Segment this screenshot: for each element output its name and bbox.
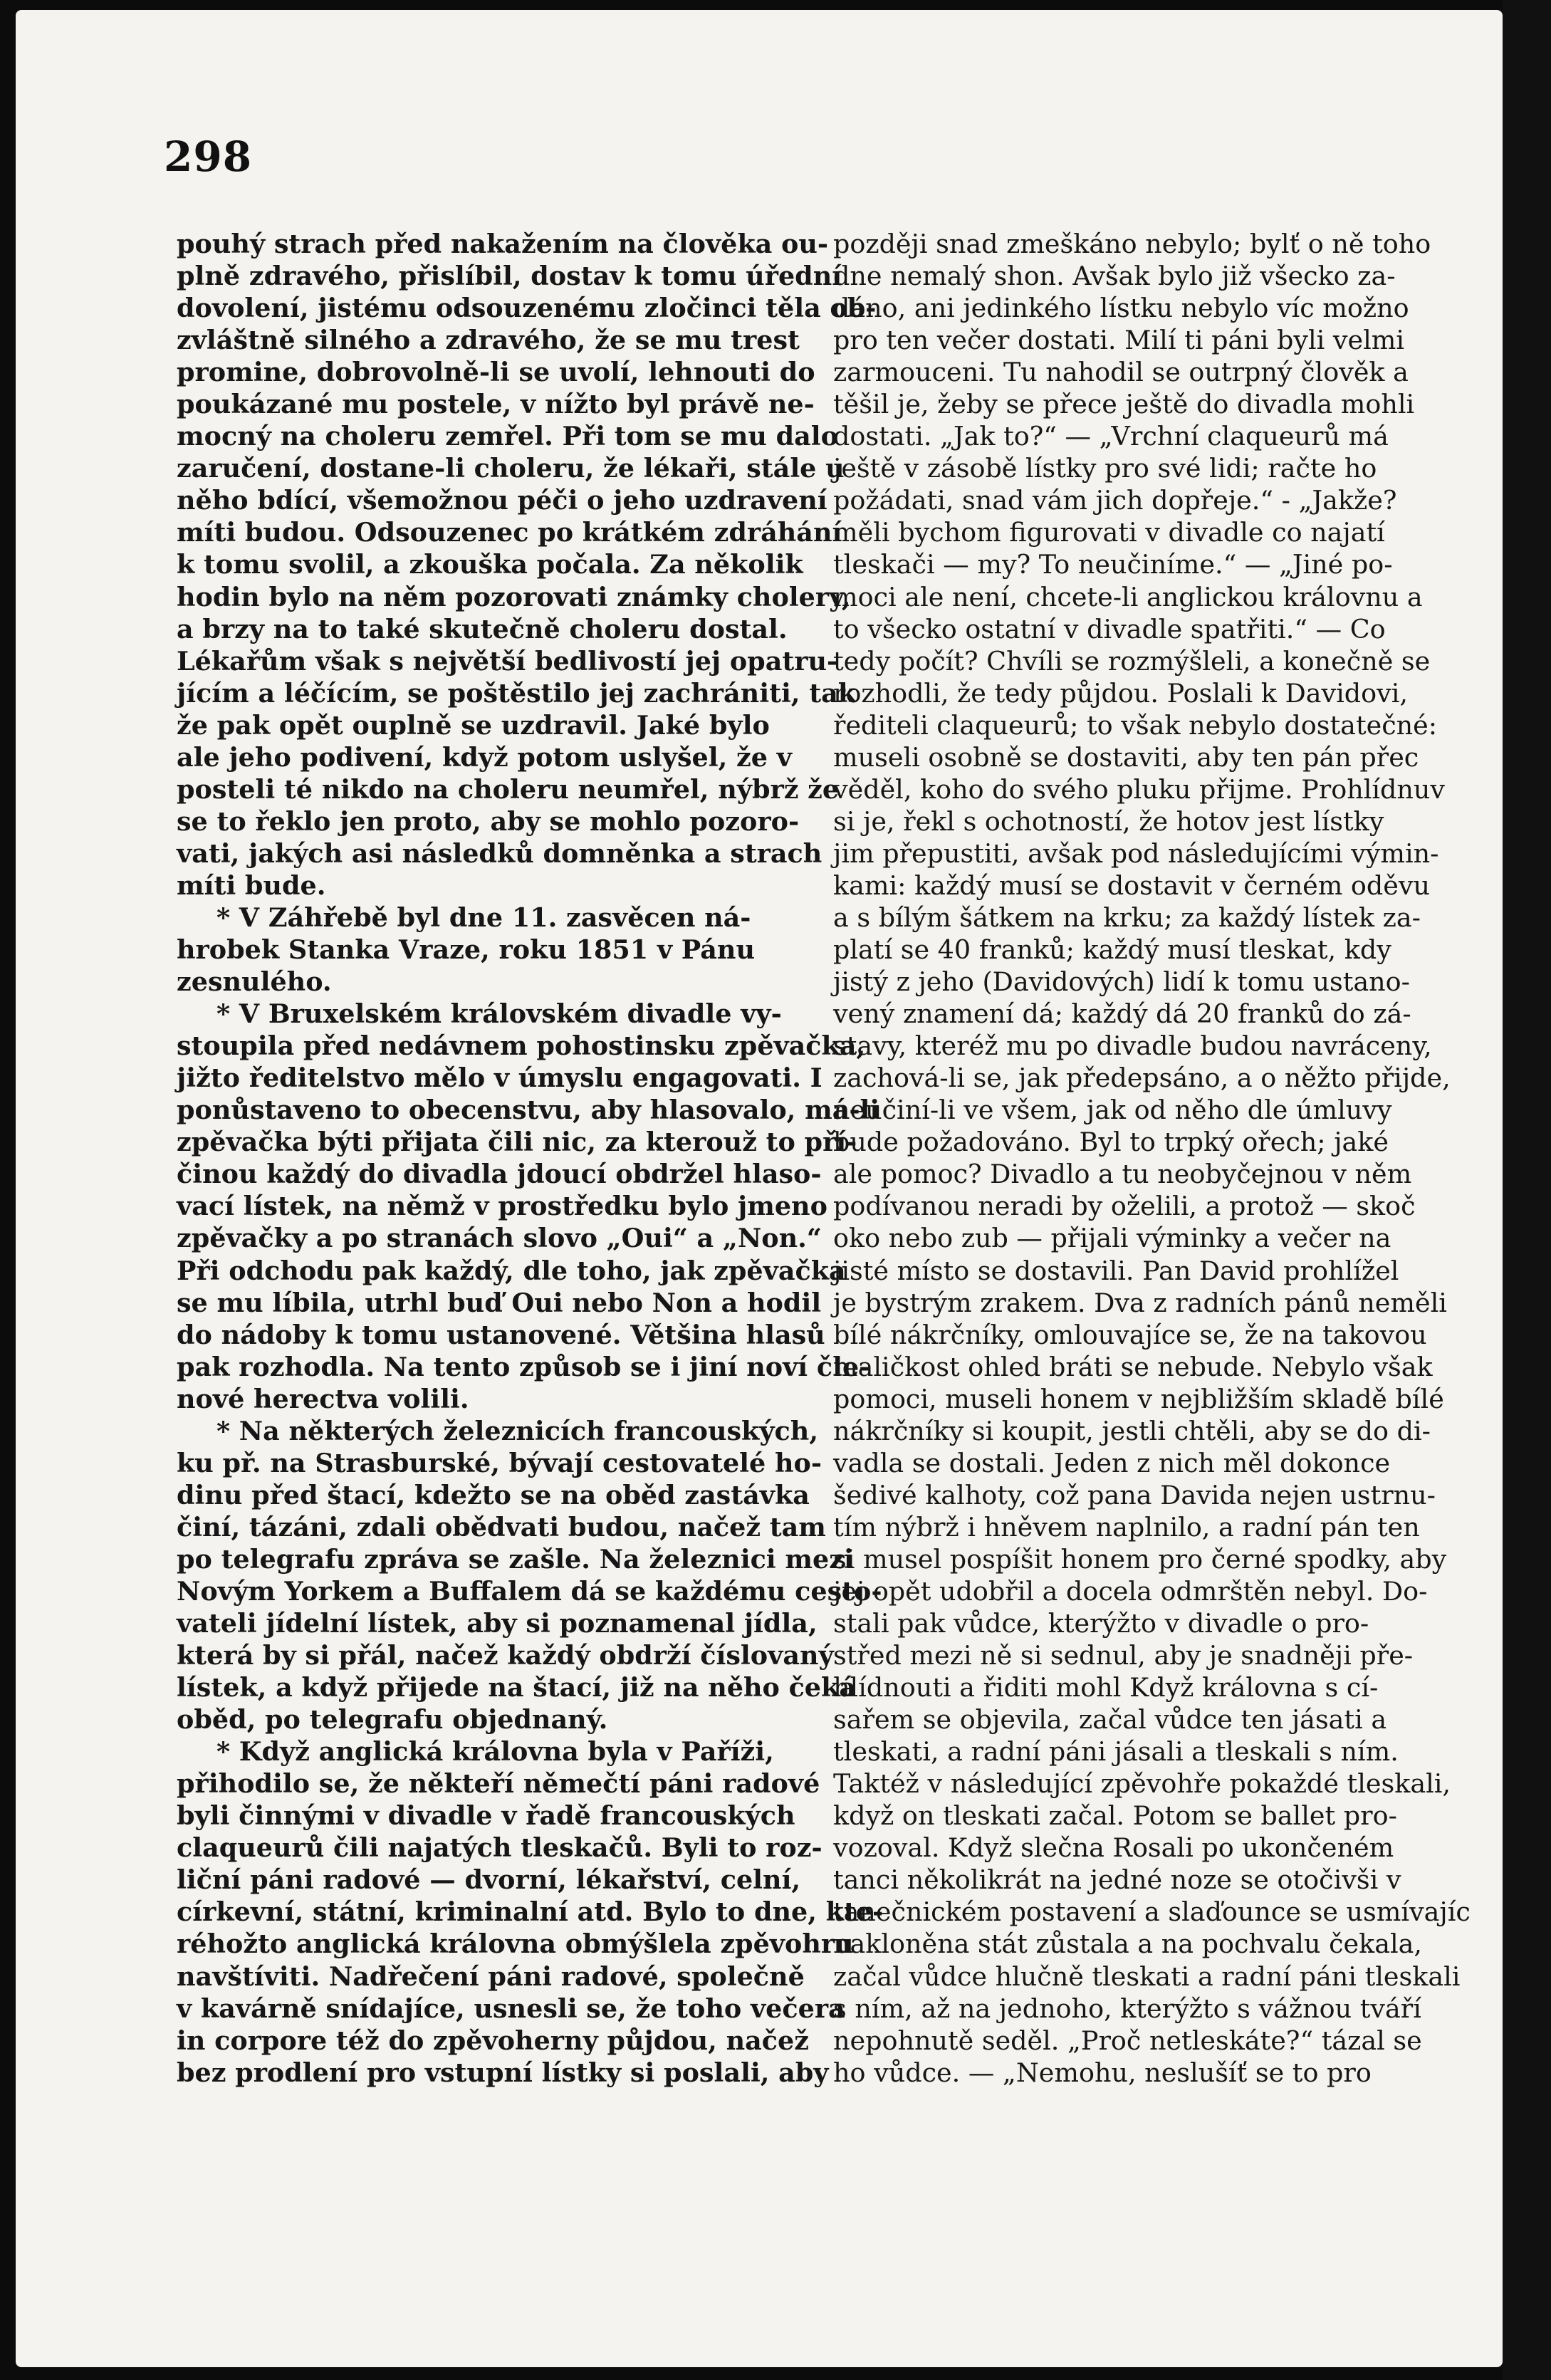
text-line: pouhý strach před nakažením na člověka ou-	[177, 229, 829, 259]
text-line: začal vůdce hlučně tleskati a radní páni tleskali	[833, 1961, 1461, 1992]
text-line: * Když anglická královna byla v Paříži,	[216, 1736, 774, 1768]
text-line: s ním, až na jednoho, kterýžto s vážnou tváří	[833, 1993, 1421, 2024]
text-line: hodin bylo na něm pozorovati známky cholery,	[177, 581, 851, 612]
text-line: dovolení, jistému odsouzenému zločinci těla ob-	[177, 293, 877, 324]
text-line: podívanou neradi by oželili, a protož — skoč	[833, 1191, 1416, 1222]
text-line: něho bdící, všemožnou péči o jeho uzdravení	[177, 485, 827, 516]
text-line: tleskati, a radní páni jásali a tleskali s ním.	[833, 1736, 1399, 1768]
text-line: a s bílým šátkem na krku; za každý lístek za-	[833, 902, 1421, 933]
text-line: stali pak vůdce, kterýžto v divadle o pro-	[833, 1608, 1369, 1639]
text-line: museli osobně se dostaviti, aby ten pán přec	[833, 741, 1419, 773]
text-line: ale jeho podivení, když potom uslyšel, že v	[177, 741, 792, 773]
text-line: * V Bruxelském královském divadle vy-	[216, 998, 782, 1030]
text-line: se to řeklo jen proto, aby se mohlo pozoro-	[177, 805, 800, 837]
text-line: tedy počít? Chvíli se rozmýšleli, a konečně se	[833, 645, 1431, 677]
text-line: zpěvačky a po stranách slovo „Oui“ a „Non.“	[177, 1223, 822, 1254]
text-line: Lékařům však s největší bedlivostí jej opatru-	[177, 645, 838, 677]
text-line: střed mezi ně si sednul, aby je snadněji pře-	[833, 1640, 1414, 1671]
text-line: která by si přál, načež každý obdrží číslovaný	[177, 1640, 834, 1671]
text-line: po telegrafu zpráva se zašle. Na železnici mezi	[177, 1543, 854, 1575]
text-line: * V Záhřebě byl dne 11. zasvěcen ná-	[216, 902, 751, 933]
text-line: míti bude.	[177, 870, 326, 901]
text-line: nové herectva volili.	[177, 1383, 469, 1414]
text-line: do nádoby k tomu ustanovené. Většina hlasů	[177, 1319, 825, 1350]
text-line: těšil je, žeby se přece ještě do divadla mohli	[833, 389, 1415, 420]
text-line: si je, řekl s ochotností, že hotov jest lístky	[833, 805, 1384, 837]
text-line: sařem se objevila, začal vůdce ten jásati a	[833, 1704, 1387, 1736]
text-line: v kavárně snídajíce, usnesli se, že toho večera	[177, 1993, 845, 2024]
text-line: kami: každý musí se dostavit v černém oděvu	[833, 870, 1430, 901]
text-line: činou každý do divadla jdoucí obdržel hlaso-	[177, 1159, 822, 1190]
text-line: dostati. „Jak to?“ — „Vrchní claqueurů má	[833, 421, 1389, 452]
text-line: se mu líbila, utrhl buď Oui nebo Non a hodil	[177, 1287, 822, 1318]
text-line: měli bychom figurovati v divadle co najatí	[833, 517, 1385, 548]
text-line: jej opět udobřil a docela odmrštěn nebyl. Do-	[833, 1575, 1428, 1607]
text-line: jim přepustiti, avšak pod následujícími výmin-	[833, 837, 1439, 869]
text-line: šedivé kalhoty, což pana Davida nejen ustrnu-	[833, 1479, 1436, 1510]
text-line: plně zdravého, přislíbil, dostav k tomu úřední	[177, 261, 842, 292]
text-line: ještě v zásobě lístky pro své lidi; račte ho	[833, 453, 1377, 484]
text-line: k tomu svolil, a zkouška počala. Za několik	[177, 549, 803, 580]
text-line: tanci několikrát na jedné noze se otočivši v	[833, 1864, 1401, 1896]
text-line: rozhodli, že tedy půjdou. Poslali k Davidovi,	[833, 677, 1409, 709]
text-line: zesnulého.	[177, 966, 332, 998]
text-line: řediteli claqueurů; to však nebylo dostatečné:	[833, 709, 1438, 741]
text-line: když on tleskati začal. Potom se ballet pro-	[833, 1800, 1397, 1832]
text-line: stoupila před nedávnem pohostinsku zpěvačka,	[177, 1030, 866, 1062]
text-line: pro ten večer dostati. Milí ti páni byli velmi	[833, 325, 1405, 356]
text-line: bílé nákrčníky, omlouvajíce se, že na takovou	[833, 1319, 1427, 1350]
text-line: zarmouceni. Tu nahodil se outrpný člověk a	[833, 357, 1409, 388]
text-line: Při odchodu pak každý, dle toho, jak zpěvačka	[177, 1255, 846, 1286]
text-line: lístek, a když přijede na štací, již na něho čeká	[177, 1672, 856, 1703]
text-line: že pak opět ouplně se uzdravil. Jaké bylo	[177, 709, 770, 741]
text-line: ale pomoc? Divadlo a tu neobyčejnou v něm	[833, 1159, 1412, 1190]
text-line: pak rozhodla. Na tento způsob se i jiní noví čle-	[177, 1351, 870, 1382]
text-line: neučiní-li ve všem, jak od něho dle úmluvy	[833, 1095, 1392, 1126]
text-line: claqueurů čili najatých tleskačů. Byli to roz-	[177, 1832, 822, 1864]
text-line: promine, dobrovolně-li se uvolí, lehnouti do	[177, 357, 815, 388]
text-line: navštíviti. Nadřečení páni radové, společně	[177, 1961, 805, 1992]
text-line: dne nemalý shon. Avšak bylo již všecko za-	[833, 261, 1396, 292]
text-line: později snad zmeškáno nebylo; bylť o ně toho	[833, 229, 1431, 259]
scan-dark-edge	[1503, 0, 1551, 2380]
text-line: ku př. na Strasburské, bývají cestovatelé ho-	[177, 1447, 822, 1478]
text-line: tleskači — my? To neučiníme.“ — „Jiné po-	[833, 549, 1393, 580]
text-line: ponůstaveno to obecenstvu, aby hlasovalo, má-li	[177, 1095, 880, 1126]
text-line: bude požadováno. Byl to trpký ořech; jaké	[833, 1127, 1389, 1158]
text-line: bez prodlení pro vstupní lístky si poslali, aby	[177, 2057, 829, 2088]
text-line: je bystrým zrakem. Dva z radních pánů neměli	[833, 1287, 1447, 1318]
text-line: vací lístek, na němž v prostředku bylo jmeno	[177, 1191, 827, 1222]
text-line: zvláštně silného a zdravého, že se mu trest	[177, 325, 800, 356]
text-line: církevní, státní, kriminalní atd. Bylo to dne, kte-	[177, 1896, 884, 1928]
text-line: vadla se dostali. Jeden z nich měl dokonce	[833, 1447, 1391, 1478]
text-line: jisté místo se dostavili. Pan David prohlížel	[833, 1255, 1399, 1286]
text-line: jícím a léčícím, se poštěstilo jej zachrániti, tak	[177, 677, 857, 709]
text-line: poukázané mu postele, v nížto byl právě ne-	[177, 389, 815, 420]
text-line: požádati, snad vám jich dopřeje.“ - „Jakže?	[833, 485, 1397, 516]
text-line: hlídnouti a řiditi mohl Když královna s cí-	[833, 1672, 1379, 1703]
text-line: byli činnými v divadle v řadě francouských	[177, 1800, 795, 1832]
text-line: nákrčníky si koupit, jestli chtěli, aby se do di-	[833, 1415, 1431, 1446]
text-line: jistý z jeho (Davidových) lidí k tomu ustano-	[833, 966, 1410, 998]
text-line: tanečnickém postavení a slaďounce se usmívajíc	[833, 1896, 1471, 1928]
text-line: in corpore též do zpěvoherny půjdou, načež	[177, 2025, 809, 2056]
text-line: věděl, koho do svého pluku přijme. Prohlídnuv	[833, 773, 1446, 805]
text-line: pomoci, museli honem v nejbližším skladě bílé	[833, 1383, 1444, 1414]
book-page	[16, 10, 1503, 2367]
text-line: liční páni radové — dvorní, lékařství, celní,	[177, 1864, 801, 1896]
text-line: dinu před štací, kdežto se na oběd zastávka	[177, 1479, 810, 1510]
text-line: činí, tázáni, zdali obědvati budou, načež tam	[177, 1511, 826, 1543]
text-line: * Na některých železnicích francouských,	[216, 1415, 819, 1446]
text-line: Taktéž v následující zpěvohře pokaždé tleskali,	[833, 1768, 1451, 1800]
text-line: ho vůdce. — „Nemohu, neslušíť se to pro	[833, 2057, 1372, 2088]
text-line: vozoval. Když slečna Rosali po ukončeném	[833, 1832, 1394, 1864]
text-line: vený znamení dá; každý dá 20 franků do zá-	[833, 998, 1411, 1030]
text-line: hrobek Stanka Vraze, roku 1851 v Pánu	[177, 934, 755, 966]
text-line: zaručení, dostane-li choleru, že lékaři, stále u	[177, 453, 845, 484]
text-line: oko nebo zub — přijali výminky a večer na	[833, 1223, 1391, 1254]
text-line: nepohnutě seděl. „Proč netleskáte?“ tázal se	[833, 2025, 1422, 2056]
text-line: nakloněna stát zůstala a na pochvalu čekala,	[833, 1928, 1423, 1960]
text-line: jižto ředitelstvo mělo v úmyslu engagovati. I	[177, 1063, 822, 1094]
page-number: 298	[164, 132, 253, 181]
text-line: zpěvačka býti přijata čili nic, za kterouž to pří-	[177, 1127, 857, 1158]
text-line: přihodilo se, že někteří němečtí páni radové	[177, 1768, 820, 1800]
text-line: mocný na choleru zemřel. Při tom se mu dalo	[177, 421, 839, 452]
text-line: vati, jakých asi následků domněnka a strach	[177, 837, 822, 869]
text-line: si musel pospíšit honem pro černé spodky, aby	[833, 1543, 1447, 1575]
text-line: to všecko ostatní v divadle spatřiti.“ — Co	[833, 613, 1386, 644]
text-line: oběd, po telegrafu objednaný.	[177, 1704, 608, 1736]
text-line: míti budou. Odsouzenec po krátkém zdráhání	[177, 517, 842, 548]
text-line: réhožto anglická královna obmýšlela zpěvohru	[177, 1928, 854, 1960]
text-line: moci ale není, chcete-li anglickou královnu a	[833, 581, 1423, 612]
right-text-column	[833, 228, 1471, 2089]
text-line: vateli jídelní lístek, aby si poznamenal jídla,	[177, 1608, 818, 1639]
text-line: posteli té nikdo na choleru neumřel, nýbrž že	[177, 773, 840, 805]
text-line: Novým Yorkem a Buffalem dá se každému cesto-	[177, 1575, 882, 1607]
text-line: zachová-li se, jak předepsáno, a o něžto přijde,	[833, 1063, 1451, 1094]
left-text-column	[177, 228, 884, 2089]
text-line: tím nýbrž i hněvem naplnilo, a radní pán ten	[833, 1511, 1420, 1543]
text-line: a brzy na to také skutečně choleru dostal.	[177, 613, 788, 644]
text-line: platí se 40 franků; každý musí tleskat, kdy	[833, 934, 1391, 966]
text-line: dáno, ani jedinkého lístku nebylo víc možno	[833, 293, 1409, 324]
text-line: maličkost ohled bráti se nebude. Nebylo však	[833, 1351, 1433, 1382]
text-line: stavy, kteréž mu po divadle budou navráceny,	[833, 1030, 1432, 1062]
